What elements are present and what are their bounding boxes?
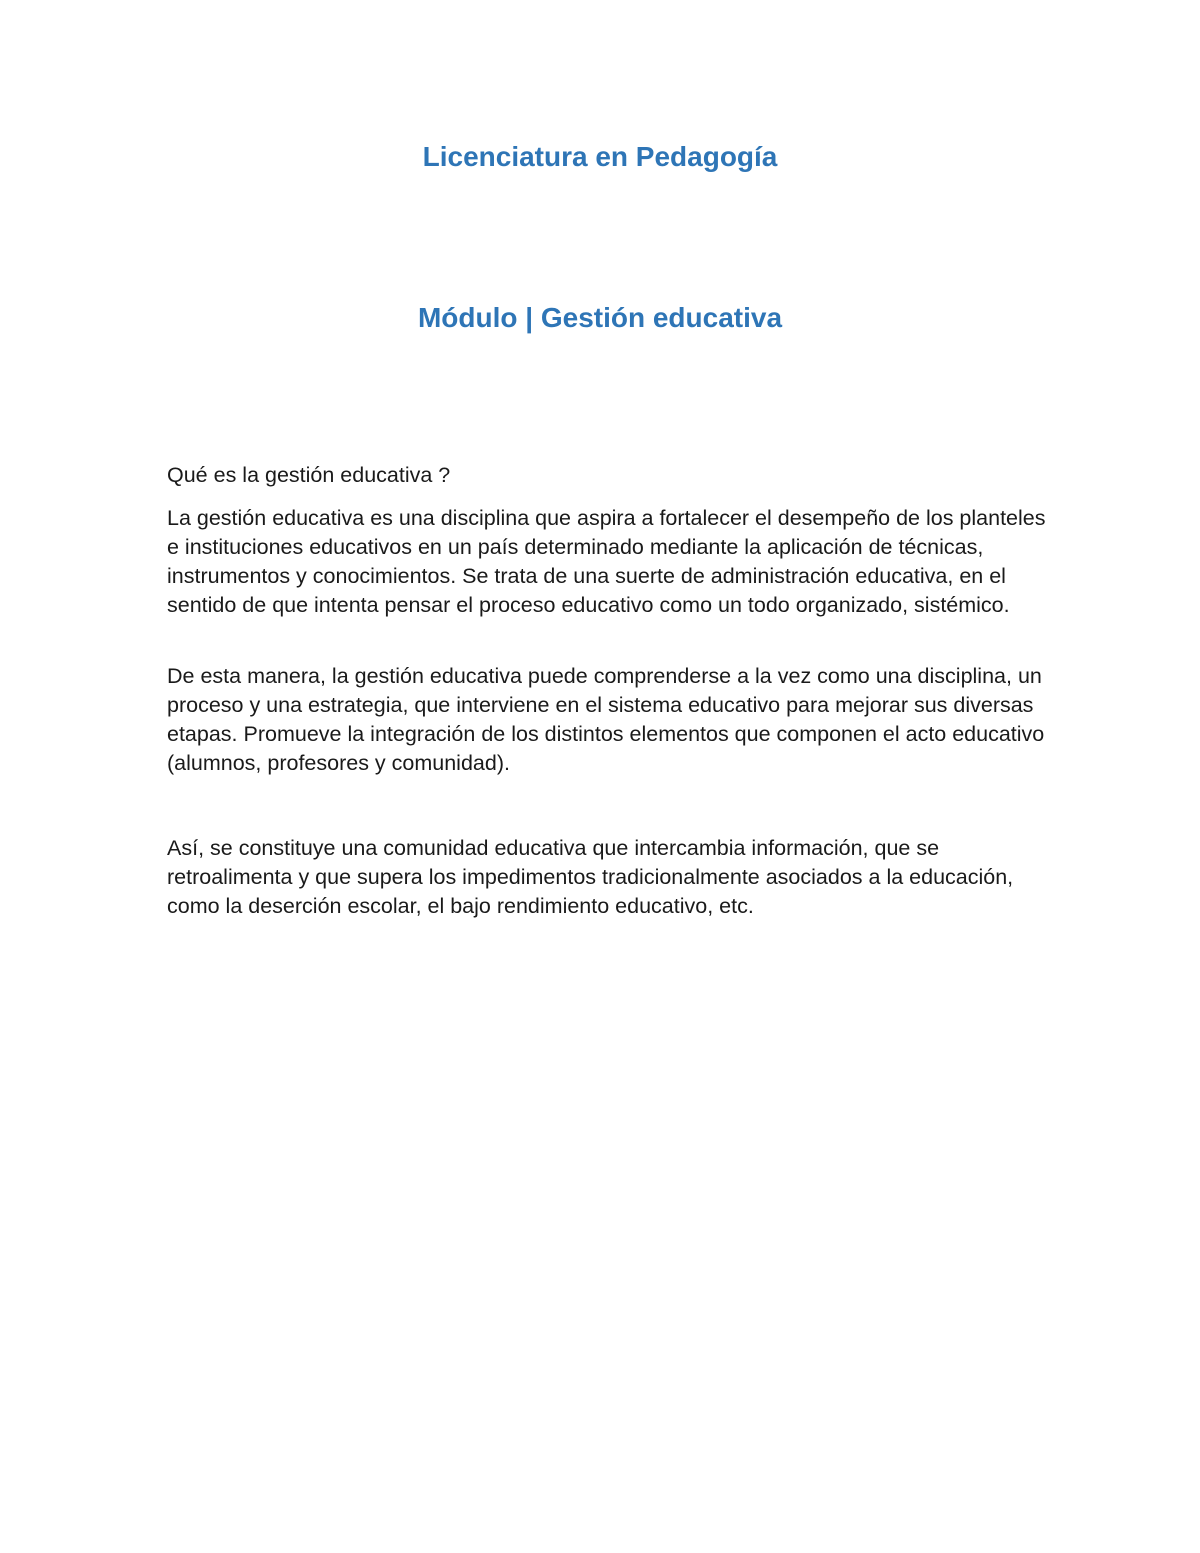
question-text: Qué es la gestión educativa ?	[167, 463, 451, 487]
paragraph-2: De esta manera, la gestión educativa puede comprenderse a la vez como una disciplina, un proceso y una estrategia, que interviene en el sistema educativo para mejorar sus diversas etapas. Promueve la integración de los distintos elementos que componen el acto educativo (alumnos, profesores y comunidad).	[167, 664, 1045, 775]
paragraph-3: Así, se constituye una comunidad educativa que intercambia información, que se retroalimenta y que supera los impedimentos tradicionalmente asociados a la educación, como la deserción escolar, el bajo rendimiento educativo, etc.	[167, 836, 1014, 918]
module-heading: Módulo | Gestión educativa	[417, 302, 783, 333]
paragraph-1: La gestión educativa es una disciplina que aspira a fortalecer el desempeño de los planteles e instituciones educativos en un país determinado mediante la aplicación de técnicas, instrumentos y conocimientos. Se trata de una suerte de administración educativa, en el sentido de que intenta pensar el proceso educativo como un todo organizado, sistémico.	[167, 506, 1046, 617]
document-title: Licenciatura en Pedagogía	[422, 141, 778, 172]
